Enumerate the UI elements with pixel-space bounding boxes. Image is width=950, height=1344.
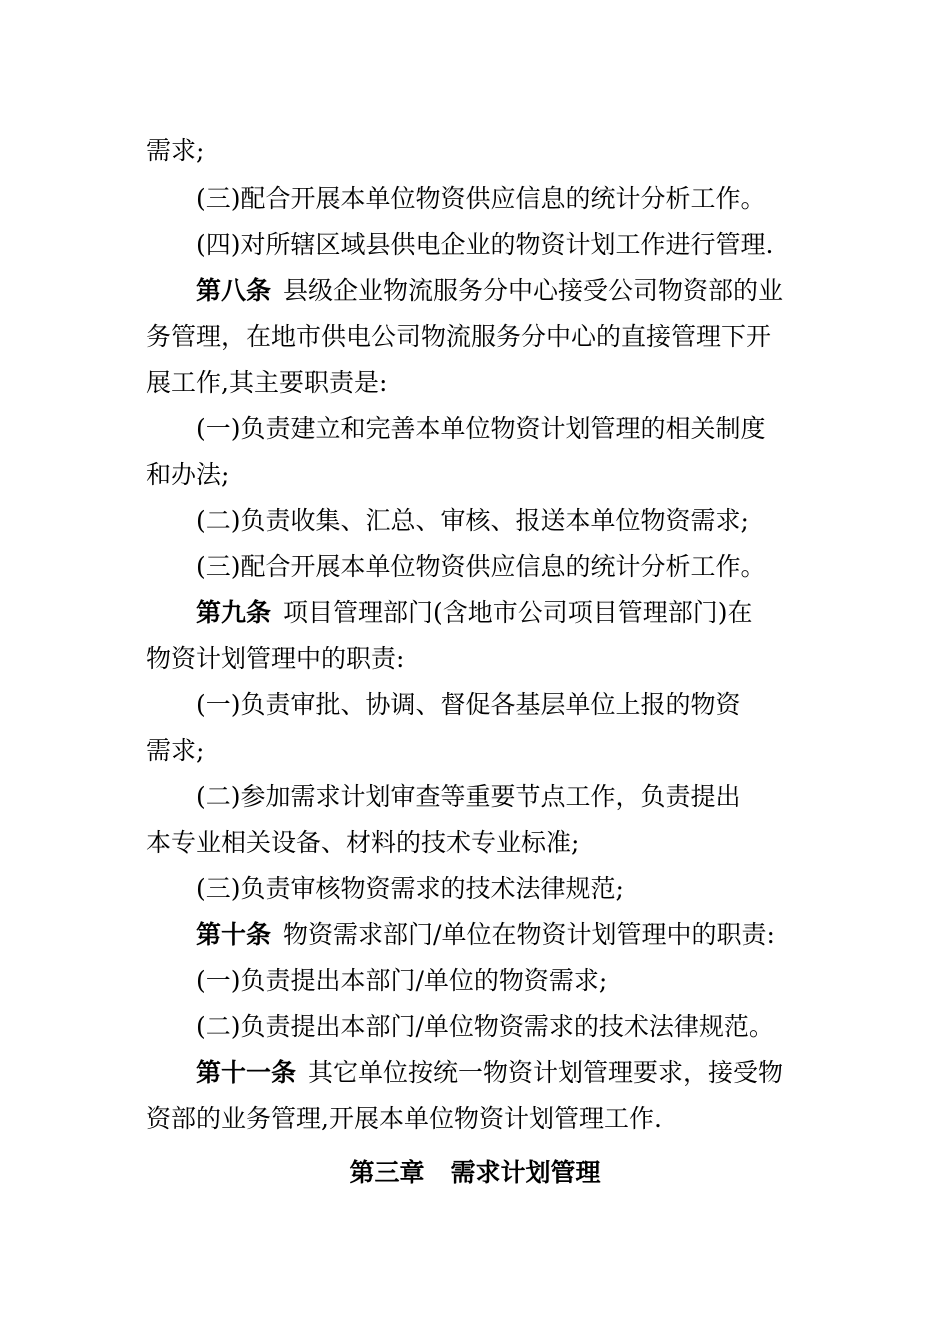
article-11-line (196, 1058, 810, 1088)
list-item: (三)负责审核物资需求的技术法律规范; (196, 874, 624, 903)
paragraph-line: 资部的业务管理,开展本单位物资计划管理工作. (146, 1104, 662, 1133)
article-8-text: 县级企业物流服务分中心接受公司物资部的业 (283, 276, 784, 305)
list-item: (三)配合开展本单位物资供应信息的统计分析工作。 (196, 552, 766, 581)
list-item: (二)负责收集、汇总、审核、报送本单位物资需求; (196, 506, 749, 535)
article-10-title: 第十条 (196, 920, 272, 949)
paragraph-line: (三)配合开展本单位物资供应信息的统计分析工作。 (196, 184, 766, 213)
list-item: (一)负责建立和完善本单位物资计划管理的相关制度 (196, 414, 766, 443)
paragraph-line: 需求; (146, 736, 205, 765)
article-8-title: 第八条 (196, 276, 272, 305)
article-8-line (196, 276, 810, 306)
paragraph-line: 物资计划管理中的职责: (146, 644, 405, 673)
list-item: (一)负责审批、协调、督促各基层单位上报的物资 (196, 690, 741, 719)
paragraph-line: 本专业相关设备、材料的技术专业标准; (146, 828, 580, 857)
paragraph-line: 展工作,其主要职责是: (146, 368, 388, 397)
chapter-number: 第三章 (349, 1158, 425, 1187)
article-11-text: 其它单位按统一物资计划管理要求，接受物 (308, 1058, 784, 1087)
paragraph-line: 需求; (146, 136, 205, 165)
list-item: (一)负责提出本部门/单位的物资需求; (196, 966, 608, 995)
chapter-heading (0, 1158, 950, 1188)
article-9-text: 项目管理部门(含地市公司项目管理部门)在 (283, 598, 753, 627)
article-9-title: 第九条 (196, 598, 272, 627)
paragraph-line: 和办法; (146, 460, 230, 489)
article-10-text: 物资需求部门/单位在物资计划管理中的职责: (283, 920, 775, 949)
article-10-line (196, 920, 810, 950)
paragraph-line: (四)对所辖区域县供电企业的物资计划工作进行管理. (196, 230, 774, 259)
chapter-title: 需求计划管理 (450, 1158, 601, 1187)
article-11-title: 第十一条 (196, 1058, 297, 1087)
list-item: (二)参加需求计划审查等重要节点工作，负责提出 (196, 782, 741, 811)
list-item: (二)负责提出本部门/单位物资需求的技术法律规范。 (196, 1012, 774, 1041)
paragraph-line: 务管理，在地市供电公司物流服务分中心的直接管理下开 (146, 322, 772, 351)
article-9-line (196, 598, 810, 628)
